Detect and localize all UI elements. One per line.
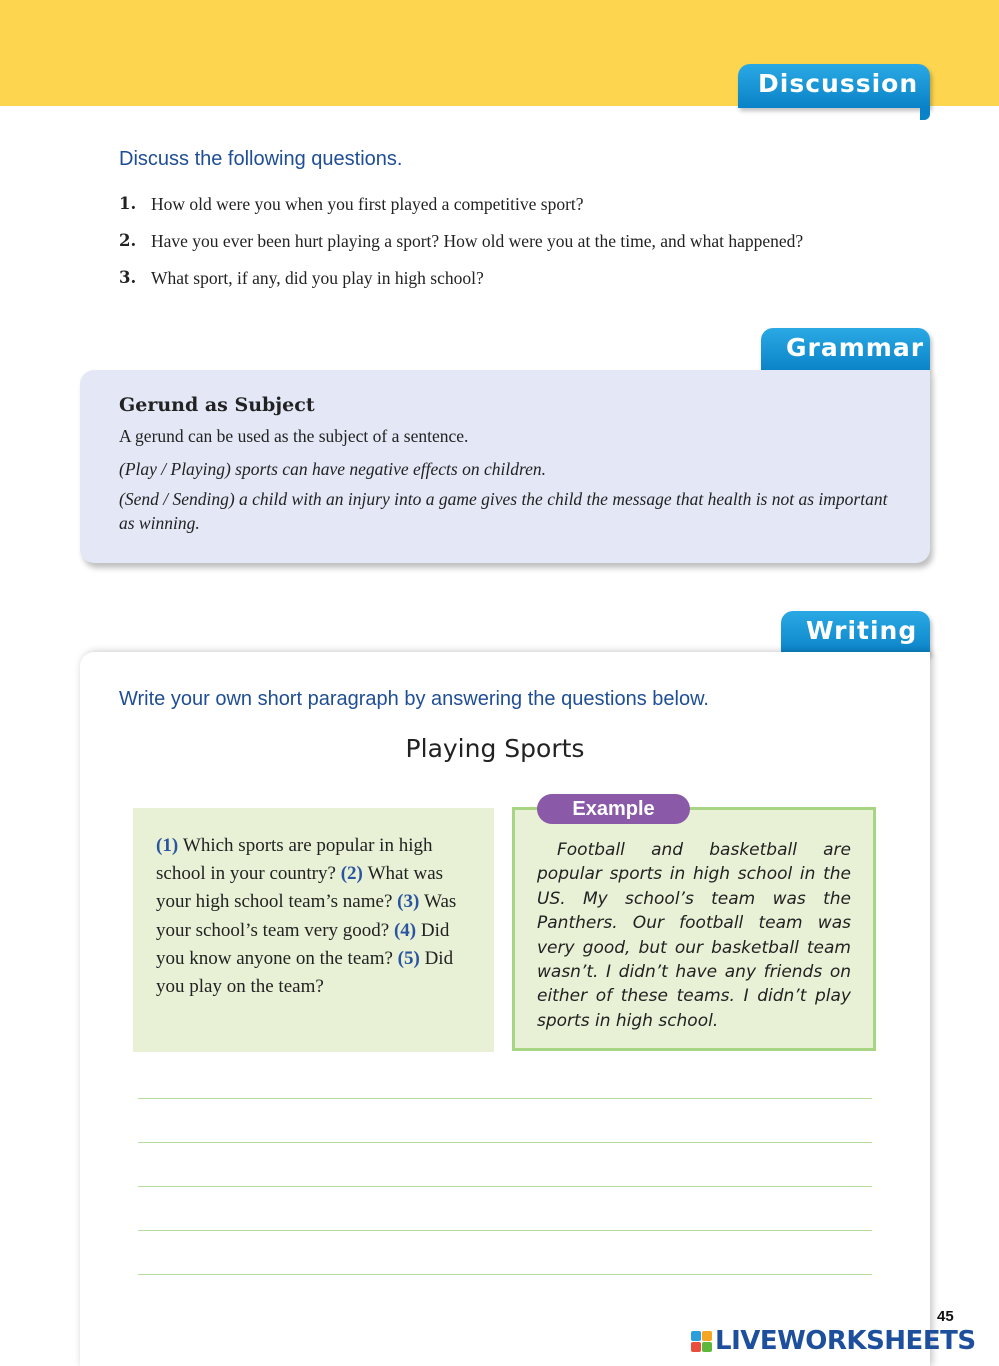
writing-title: Playing Sports (405, 734, 585, 763)
prompt-number: (2) (340, 863, 368, 885)
writing-line-2[interactable] (138, 1142, 872, 1143)
grammar-tab (761, 328, 930, 372)
prompt-text: Was your school’s team very good? (156, 891, 457, 941)
writing-line-1[interactable] (138, 1098, 872, 1099)
writing-line-5[interactable] (138, 1274, 872, 1275)
discussion-tab-label: Discussion (758, 69, 919, 98)
question-text: How old were you when you first played a competitive sport? (151, 194, 584, 214)
prompt-text: What was your high school team’s name? (156, 863, 444, 913)
liveworksheets-brand: LIVEWORKSHEETS (715, 1326, 976, 1356)
prompt-number: (4) (393, 919, 421, 941)
example-text: Football and basketball are popular sports in high school in the US. My school’s team was the Panthers. Our football team was very good, but our basketball team wasn’t. I didn’t have any friends on either of these teams. I didn’t play sports in high school. (537, 840, 851, 1031)
liveworksheets-logo (691, 1326, 976, 1356)
writing-line-3[interactable] (138, 1186, 872, 1187)
example-panel (512, 807, 876, 1051)
discussion-question-list (119, 191, 889, 302)
prompt-text: Did you know anyone on the team? (156, 919, 450, 969)
writing-panel (80, 652, 930, 1366)
prompt-panel (133, 808, 494, 1052)
grammar-example-1: (Play / Playing) sports can have negative effects on children. (119, 459, 547, 479)
prompt-number: (1) (156, 835, 183, 856)
question-item (119, 191, 889, 217)
grammar-example-2: (Send / Sending) a child with an injury into a game gives the child the message that health is not as important as winning. (119, 489, 888, 533)
question-text: What sport, if any, did you play in high school? (151, 268, 484, 288)
grammar-tab-label: Grammar (786, 333, 925, 362)
question-number: 1. (119, 194, 137, 213)
grammar-explanation: A gerund can be used as the subject of a sentence. (119, 426, 469, 446)
prompt-text: Which sports are popular in high school in your country? (156, 835, 433, 885)
writing-tab-label: Writing (806, 616, 918, 645)
discussion-tab (738, 64, 930, 108)
writing-heading: Write your own short paragraph by answering the questions below. (119, 688, 709, 710)
question-item (119, 228, 889, 254)
question-number: 2. (119, 231, 137, 250)
grammar-title: Gerund as Subject (119, 394, 315, 416)
question-item (119, 265, 889, 291)
discussion-heading: Discuss the following questions. (119, 148, 403, 170)
writing-line-4[interactable] (138, 1230, 872, 1231)
grammar-panel (80, 370, 930, 563)
writing-tab (781, 611, 930, 655)
example-label: Example (537, 794, 690, 824)
liveworksheets-logo-icon (691, 1331, 712, 1352)
prompt-number: (5) (397, 947, 425, 969)
page-number: 45 (937, 1308, 954, 1325)
prompt-text: Did you play on the team? (156, 947, 454, 998)
discussion-tab-hook (920, 106, 930, 120)
prompt-number: (3) (397, 891, 425, 913)
question-number: 3. (119, 268, 137, 287)
question-text: Have you ever been hurt playing a sport? How old were you at the time, and what happened? (151, 231, 804, 251)
